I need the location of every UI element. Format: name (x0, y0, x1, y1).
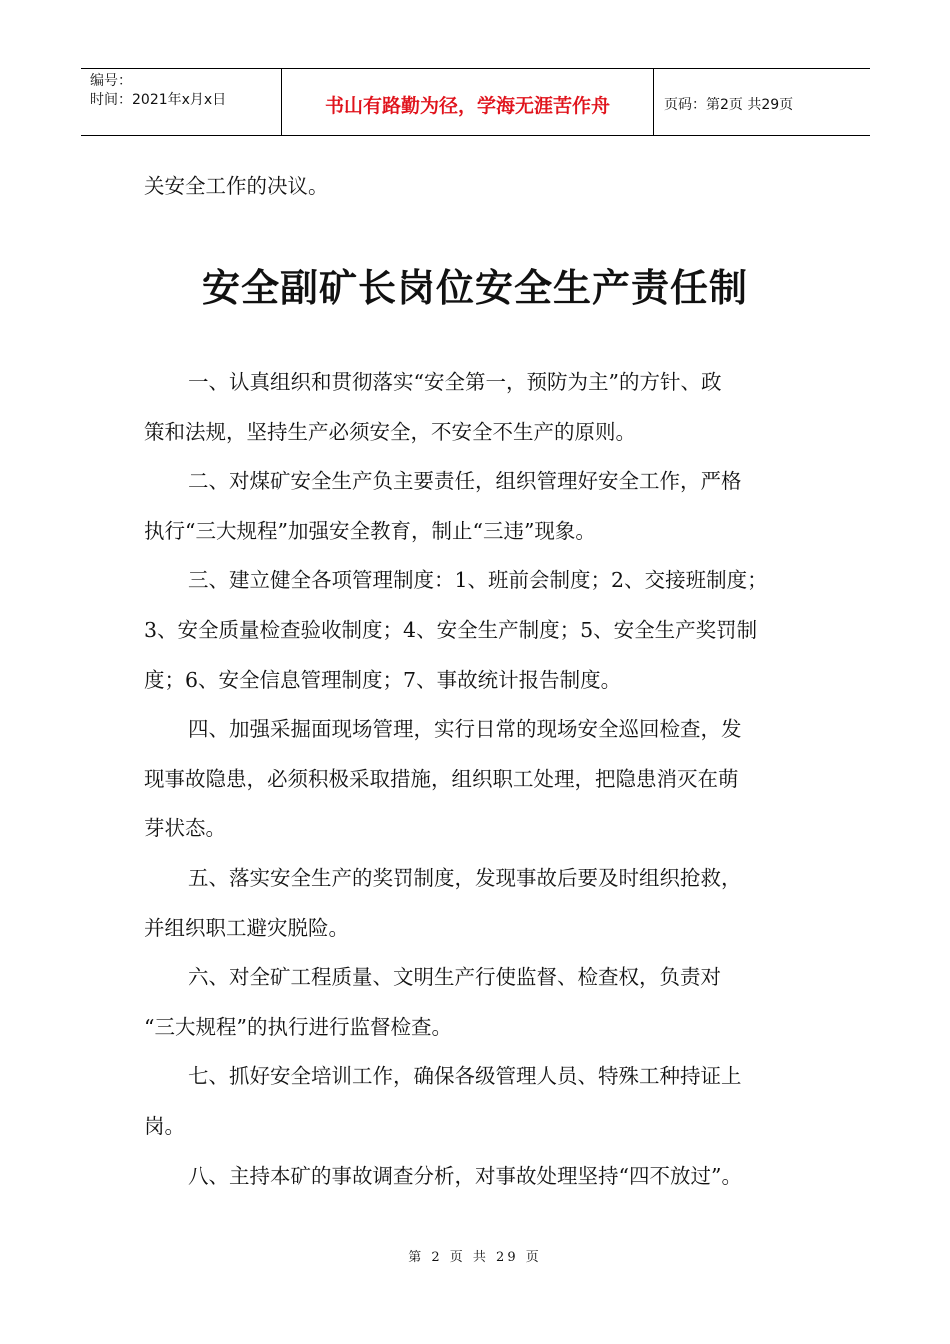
continuation-text: 关安全工作的决议。 (144, 174, 329, 198)
body-line: 并组织职工避灾脱险。 (144, 915, 349, 940)
body-line: 芽状态。 (144, 816, 226, 841)
body-line: 执行“三大规程”加强安全教育，制止“三违”现象。 (144, 518, 596, 543)
header-motto: 书山有路勤为径，学海无涯苦作舟 (282, 69, 654, 135)
body-line: 六、对全矿工程质量、文明生产行使监督、检查权，负责对 (188, 965, 721, 990)
body-line: 四、加强采掘面现场管理，实行日常的现场安全巡回检查，发 (188, 717, 742, 742)
document-body (144, 358, 824, 1201)
document-date: 时间：2021年x月x日 (90, 92, 227, 108)
body-line: “三大规程”的执行进行监督检查。 (144, 1014, 452, 1039)
body-line: 七、抓好安全培训工作，确保各级管理人员、特殊工种持证上 (188, 1064, 742, 1089)
header-page-info: 页码：第2页 共29页 (664, 96, 794, 113)
body-line: 五、落实安全生产的奖罚制度，发现事故后要及时组织抢救， (188, 865, 742, 890)
page-footer: 第 2 页 共 29 页 (408, 1250, 542, 1265)
body-line: 3、安全质量检查验收制度；4、安全生产制度；5、安全生产奖罚制 (144, 617, 758, 642)
body-line: 一、认真组织和贯彻落实“安全第一，预防为主”的方针、政 (188, 370, 722, 394)
body-line: 二、对煤矿安全生产负主要责任，组织管理好安全工作，严格 (188, 469, 742, 494)
body-line: 策和法规，坚持生产必须安全，不安全不生产的原则。 (144, 419, 636, 444)
body-line: 现事故隐患，必须积极采取措施，组织职工处理，把隐患消灭在萌 (144, 766, 739, 791)
body-line: 八、主持本矿的事故调查分析，对事故处理坚持“四不放过”。 (188, 1163, 742, 1188)
document-number-label: 编号： (90, 73, 132, 89)
page-header (81, 68, 870, 136)
body-line: 度；6、安全信息管理制度；7、事故统计报告制度。 (144, 667, 622, 692)
document-title: 安全副矿长岗位安全生产责任制 (201, 266, 748, 310)
body-line: 岗。 (144, 1113, 185, 1138)
header-meta (81, 69, 282, 135)
body-line: 三、建立健全各项管理制度：1、班前会制度；2、交接班制度； (188, 568, 768, 593)
